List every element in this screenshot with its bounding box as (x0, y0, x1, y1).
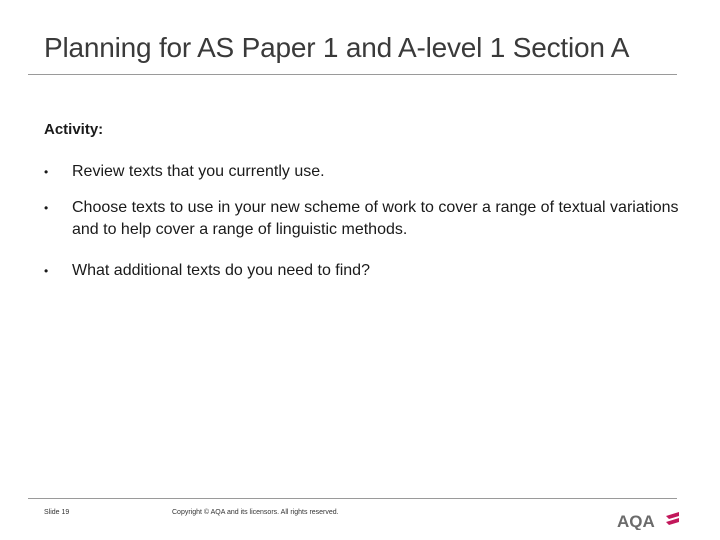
bullet-marker: • (44, 165, 49, 179)
copyright-notice: Copyright © AQA and its licensors. All rights reserved. (172, 509, 339, 516)
aqa-logo (617, 510, 679, 530)
bullet-text: Review texts that you currently use. (72, 163, 325, 180)
bullet-marker: • (44, 201, 49, 215)
slide-number: Slide 19 (44, 509, 70, 516)
title-divider (28, 74, 677, 75)
footer-divider (28, 498, 677, 499)
bullet-item (44, 197, 684, 241)
bullet-item (44, 260, 684, 282)
bullet-item (44, 161, 684, 183)
bullet-text: Choose texts to use in your new scheme of work to cover a range of textual variations and to help cover a range of linguistic methods. (72, 199, 679, 238)
bullet-marker: • (44, 264, 49, 278)
slide-title: Planning for AS Paper 1 and A-level 1 Section A (44, 32, 630, 63)
aqa-swoosh-icon (666, 512, 679, 525)
activity-heading: Activity: (44, 121, 104, 138)
aqa-logo-text: AQA (617, 512, 655, 530)
bullet-text: What additional texts do you need to find? (72, 262, 370, 279)
activity-bullet-list (44, 161, 684, 296)
